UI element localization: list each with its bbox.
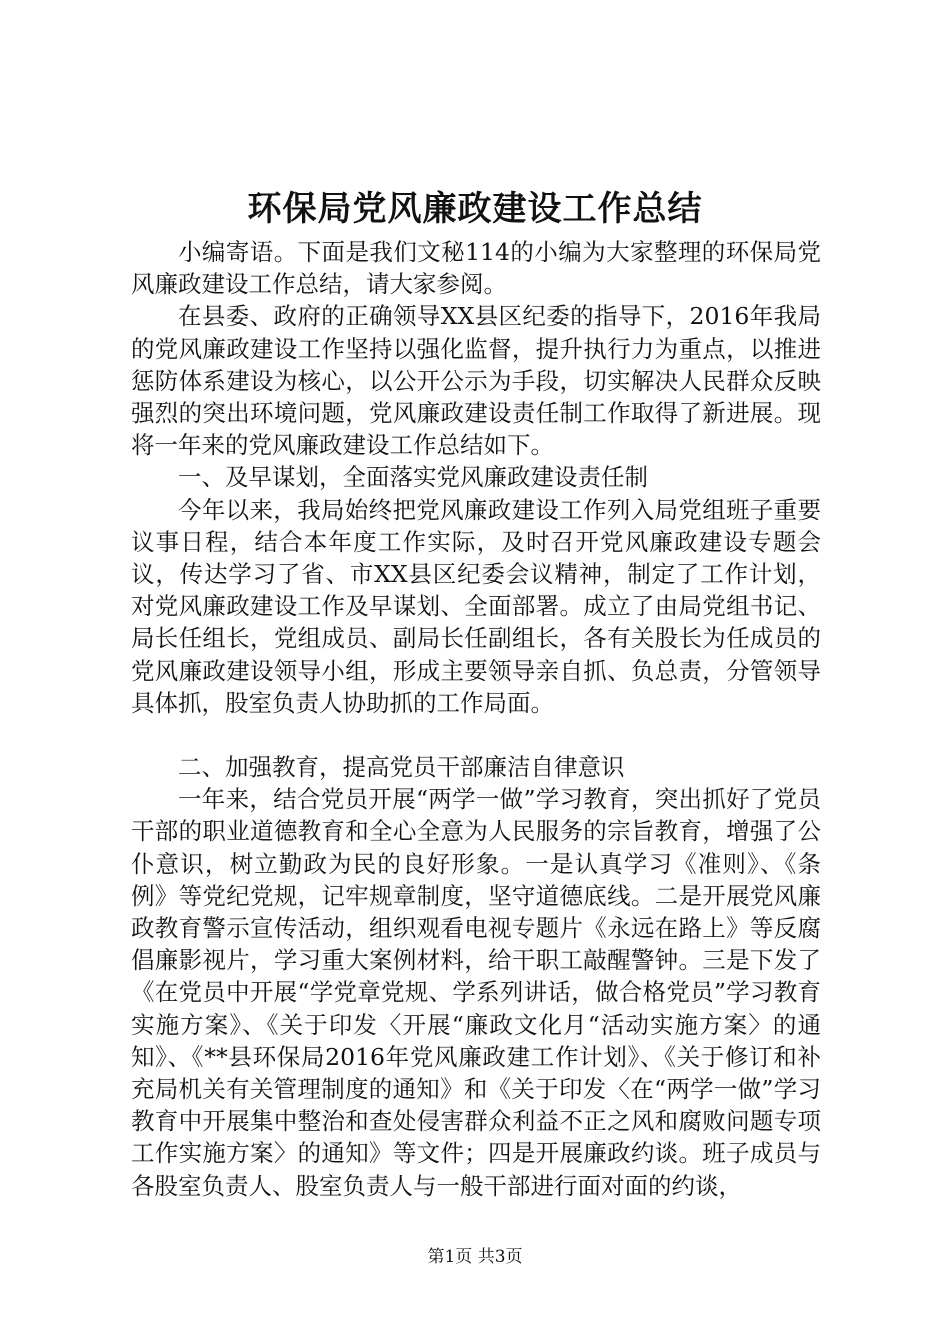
section-heading-1: 一、及早谋划，全面落实党风廉政建设责任制 (178, 463, 648, 492)
page-number-footer: 第1页 共3页 (427, 1247, 523, 1267)
section-1-paragraph: 今年以来，我局始终把党风廉政建设工作列入局党组班子重要议事日程，结合本年度工作实际，及时召开党风廉政建设专题会议，传达学习了省、市XX县区纪委会议精神，制定了工作计划，对党风廉政建设工作及早谋划、全面部署。成立了由局党组书记、局长任组长，党组成员、副局长任副组长，各有关股长为任成员的党风廉政建设领导小组，形成主要领导亲自抓、负总责，分管领导具体抓，股室负责人协助抓的工作局面。 (131, 495, 821, 717)
document-title: 环保局党风廉政建设工作总结 (247, 189, 703, 229)
section-2-paragraph: 一年来，结合党员开展“两学一做”学习教育，突出抓好了党员干部的职业道德教育和全心全意为人民服务的宗旨教育，增强了公仆意识，树立勤政为民的良好形象。一是认真学习《准则》、《条例》等党纪党规，记牢规章制度，坚守道德底线。二是开展党风廉政教育警示宣传活动，组织观看电视专题片《永远在路上》等反腐倡廉影视片，学习重大案例材料，给干职工敲醒警钟。三是下发了《在党员中开展“学党章党规、学系列讲话，做合格党员”学习教育实施方案》、《关于印发〈开展“廉政文化月“活动实施方案〉的通知》、《**县环保局2016年党风廉政建工作计划》、《关于修订和补充局机关有关管理制度的通知》和《关于印发〈在“两学一做”学习教育中开展集中整治和查处侵害群众利益不正之风和腐败问题专项工作实施方案〉的通知》等文件；四是开展廉政约谈。班子成员与各股室负责人、股室负责人与一般干部进行面对面的约谈， (131, 785, 821, 1200)
document-body (131, 236, 821, 1202)
overview-paragraph: 在县委、政府的正确领导XX县区纪委的指导下，2016年我局的党风廉政建设工作坚持以强化监督，提升执行力为重点，以推进惩防体系建设为核心，以公开公示为手段，切实解决人民群众反映强烈的突出环境问题，党风廉政建设责任制工作取得了新进展。现将一年来的党风廉政建设工作总结如下。 (131, 302, 821, 460)
intro-paragraph: 小编寄语。下面是我们文秘114的小编为大家整理的环保局党风廉政建设工作总结，请大家参阅。 (131, 238, 821, 299)
section-heading-2: 二、加强教育，提高党员干部廉洁自律意识 (178, 753, 625, 782)
